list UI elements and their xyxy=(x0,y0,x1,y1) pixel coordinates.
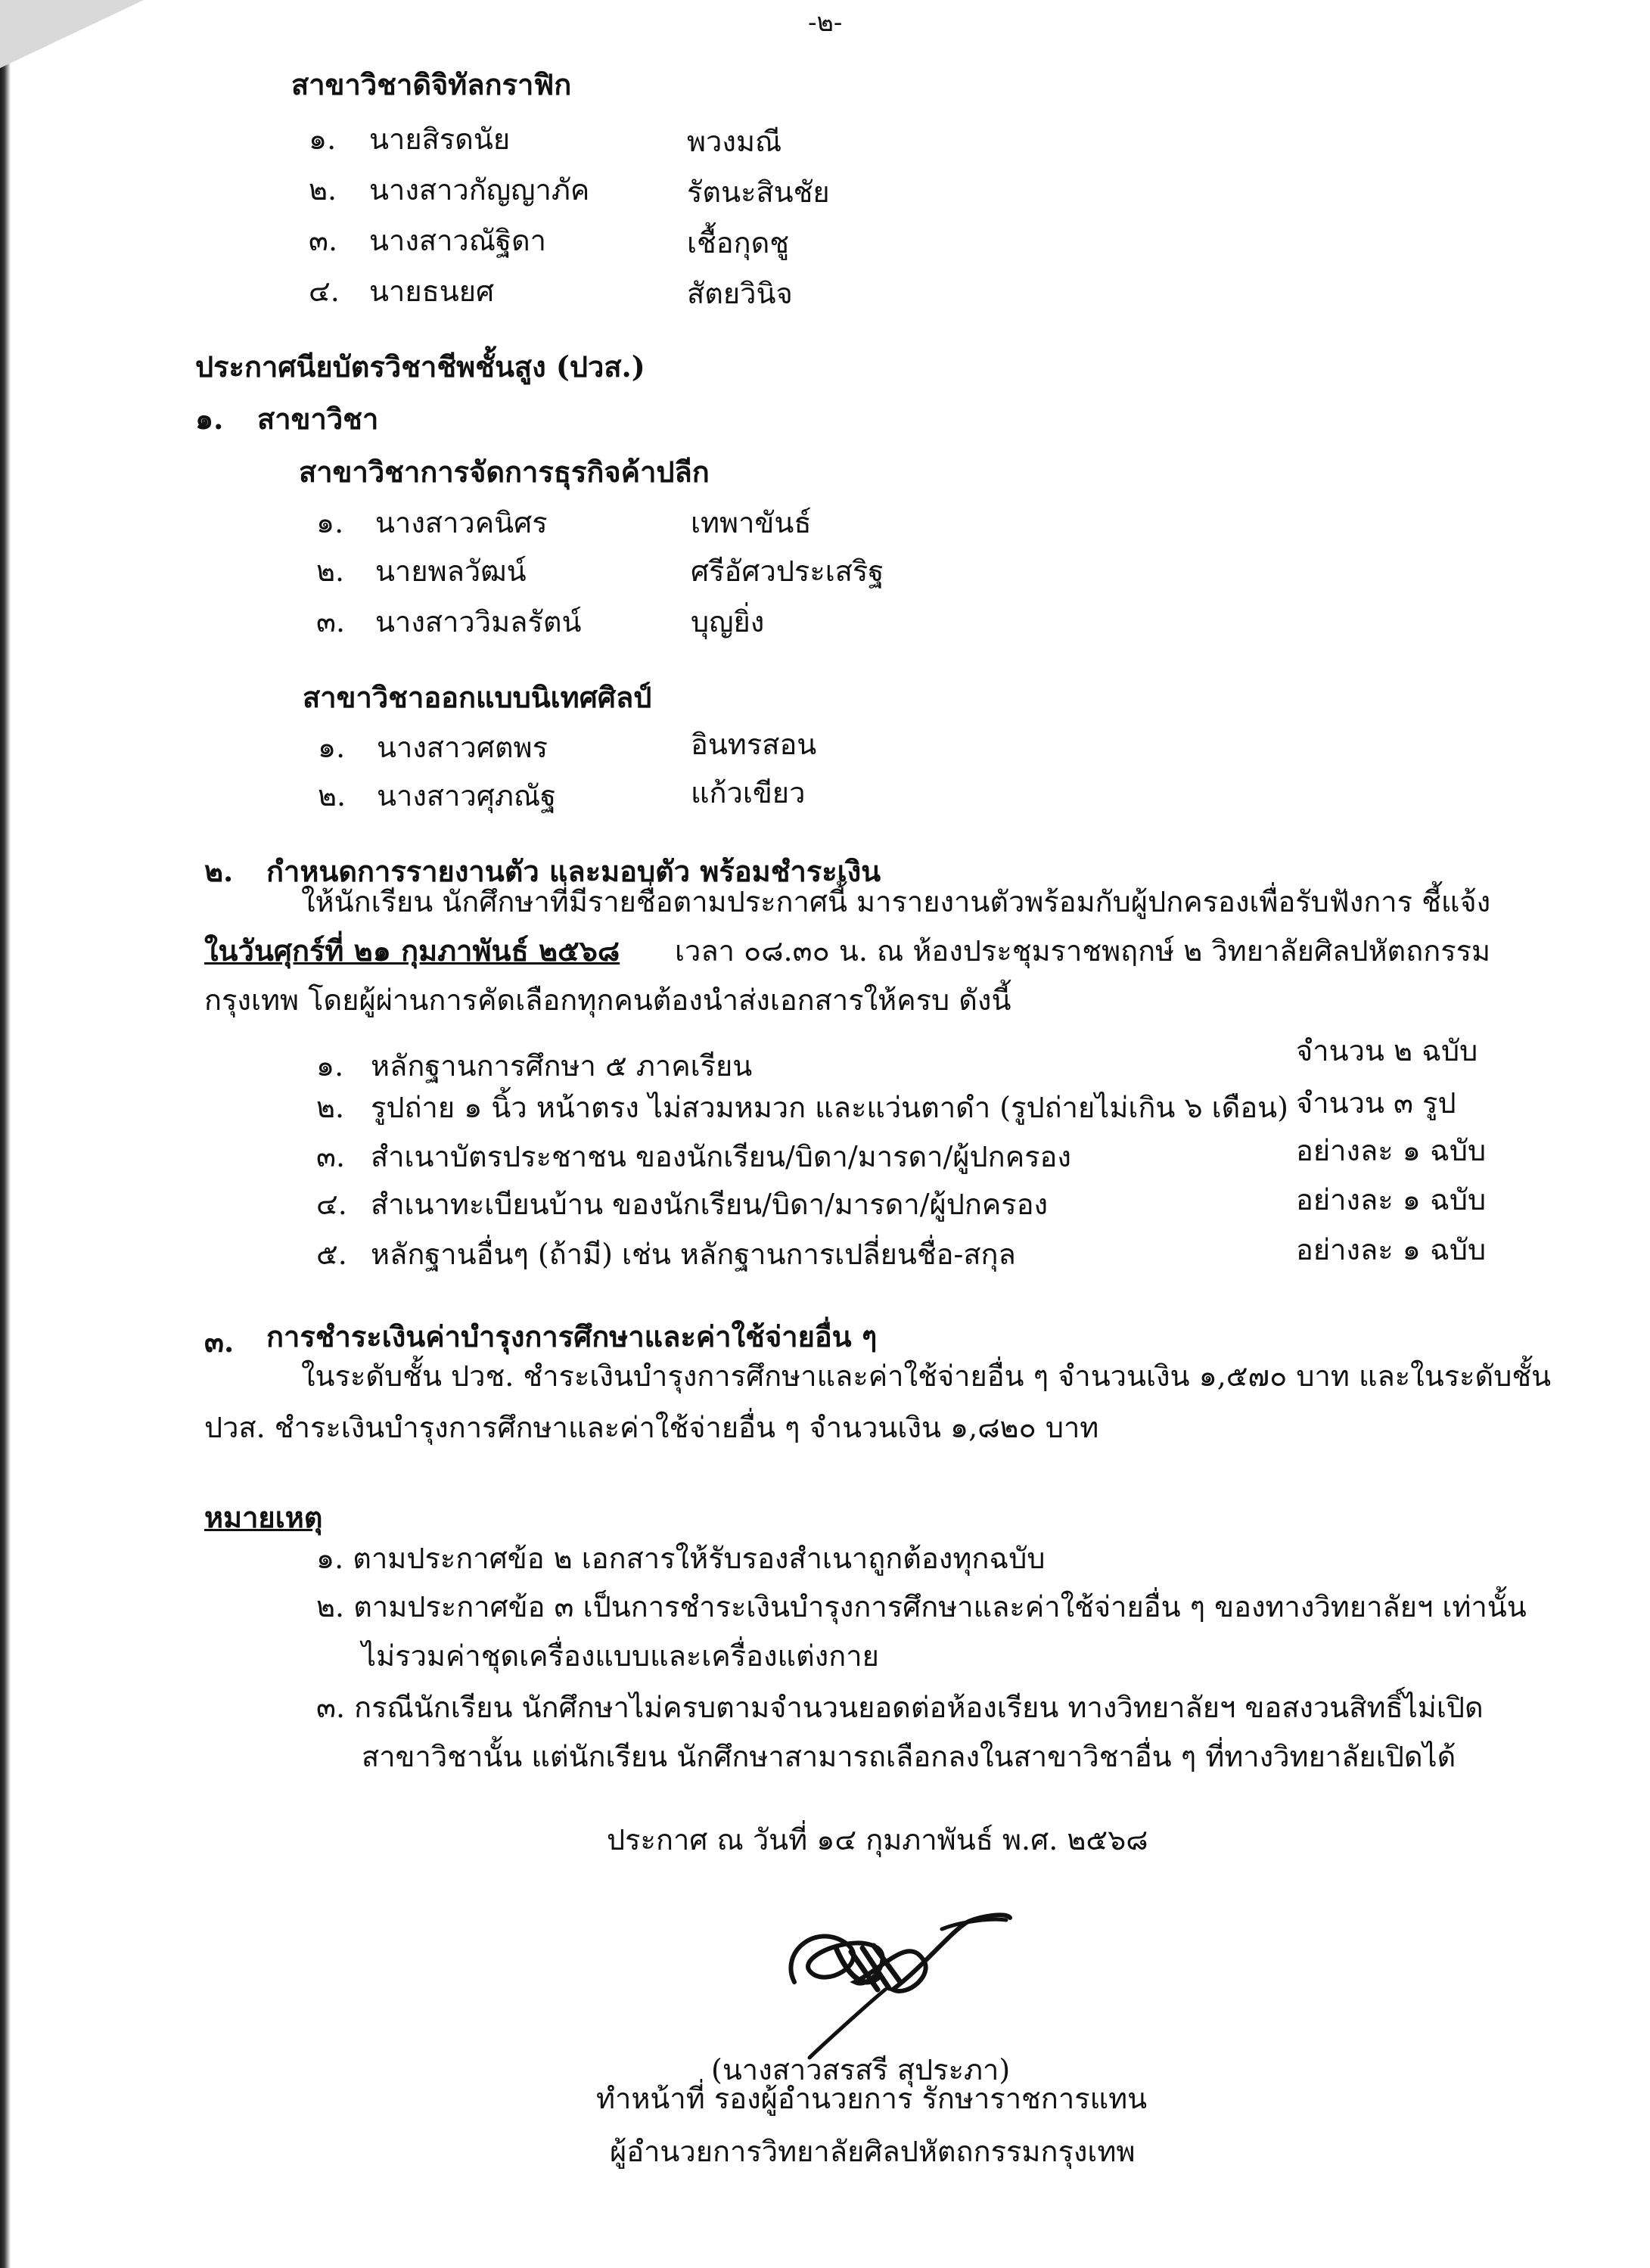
student-name: นางสาวศุภณัฐ xyxy=(377,779,557,812)
document-item: หลักฐานอื่นๆ (ถ้ามี) เช่น หลักฐานการเปลี่ยนชื่อ-สกุล xyxy=(371,1238,1016,1271)
announce-date: ประกาศ ณ วันที่ ๑๔ กุมภาพันธ์ พ.ศ. ๒๕๖๘ xyxy=(607,1823,1148,1856)
note-2-line1: ๒. ตามประกาศข้อ ๓ เป็นการชำระเงินบำรุงการศึกษาและค่าใช้จ่ายอื่น ๆ ของทางวิทยาลัยฯ เท่านั้น xyxy=(316,1590,1527,1623)
section2-paragraph-line2: เวลา ๐๘.๓๐ น. ณ ห้องประชุมราชพฤกษ์ ๒ วิทยาลัยศิลปหัตถกรรม xyxy=(675,934,1491,968)
student-name: นางสาววิมลรัตน์ xyxy=(375,605,582,638)
document-item: หลักฐานการศึกษา ๕ ภาคเรียน xyxy=(371,1049,753,1083)
list-item-no: ๑. xyxy=(316,1049,344,1083)
document-quantity: จำนวน ๓ รูป xyxy=(1296,1086,1456,1120)
list-item-no: ๒. xyxy=(316,555,345,588)
section3-line1: ในระดับชั้น ปวช. ชำระเงินบำรุงการศึกษาและค่าใช้จ่ายอื่น ๆ จำนวนเงิน ๑,๕๗๐ บาท และในระดับชั้น xyxy=(301,1359,1552,1393)
heading-digital-graphics: สาขาวิชาดิจิทัลกราฟิก xyxy=(291,67,572,101)
student-name: นายสิรดนัย xyxy=(369,123,511,156)
section2-number: ๒. xyxy=(204,854,234,888)
signer-role-line2: ผู้อำนวยการวิทยาลัยศิลปหัตถกรรมกรุงเทพ xyxy=(610,2135,1136,2168)
section2-title: กำหนดการรายงานตัว และมอบตัว พร้อมชำระเงิน xyxy=(266,854,881,888)
student-name: นางสาวศตพร xyxy=(377,731,548,764)
student-name: นางสาวณัฐิดา xyxy=(369,224,546,257)
document-quantity: จำนวน ๒ ฉบับ xyxy=(1296,1034,1478,1067)
section3-line2: ปวส. ชำระเงินบำรุงการศึกษาและค่าใช้จ่ายอื่น ๆ จำนวนเงิน ๑,๘๒๐ บาท xyxy=(204,1411,1099,1444)
signer-role-line1: ทำหน้าที่ รองผู้อำนวยการ รักษาราชการแทน xyxy=(596,2082,1148,2115)
list-item-no: ๒. xyxy=(318,779,346,812)
document-item: สำเนาบัตรประชาชน ของนักเรียน/บิดา/มารดา/ผู้ปกครอง xyxy=(371,1140,1071,1173)
list-item-no: ๓. xyxy=(316,605,346,638)
list-item-no: ๒. xyxy=(316,1091,345,1124)
section3-number: ๓. xyxy=(204,1325,235,1359)
document-item: รูปถ่าย ๑ นิ้ว หน้าตรง ไม่สวมหมวก และแว่นตาดำ (รูปถ่ายไม่เกิน ๖ เดือน) xyxy=(371,1091,1288,1124)
list-item-no: ๓. xyxy=(309,224,338,257)
list-item-no: ๑. xyxy=(316,506,344,539)
report-date: ในวันศุกร์ที่ ๒๑ กุมภาพันธ์ ๒๕๖๘ xyxy=(204,934,620,968)
section1-title: สาขาวิชา xyxy=(257,402,379,436)
list-item-no: ๒. xyxy=(309,173,337,207)
high-cert-title: ประกาศนียบัตรวิชาชีพชั้นสูง (ปวส.) xyxy=(195,350,645,384)
list-item-no: ๔. xyxy=(309,275,340,308)
student-surname: แก้วเขียว xyxy=(691,776,806,809)
list-item-no: ๓. xyxy=(316,1140,346,1173)
document-quantity: อย่างละ ๑ ฉบับ xyxy=(1296,1183,1487,1216)
section1-number: ๑. xyxy=(195,402,224,436)
student-name: นายธนยศ xyxy=(369,275,495,308)
section2-paragraph-line1: ให้นักเรียน นักศึกษาที่มีรายชื่อตามประกาศนี้ มารายงานตัวพร้อมกับผู้ปกครองเพื่อรับฟังการ ชี้แจ้ง xyxy=(301,885,1491,918)
note-3-line2: สาขาวิชานั้น แต่นักเรียน นักศึกษาสามารถเลือกลงในสาขาวิชาอื่น ๆ ที่ทางวิทยาลัยเปิดได้ xyxy=(362,1740,1456,1773)
heading-communication-design: สาขาวิชาออกแบบนิเทศศิลป์ xyxy=(303,680,652,714)
student-name: นางสาวคนิศร xyxy=(375,506,548,539)
document-item: สำเนาทะเบียนบ้าน ของนักเรียน/บิดา/มารดา/ผู้ปกครอง xyxy=(371,1188,1049,1221)
page-number: -๒- xyxy=(808,8,843,38)
student-surname: เทพาขันธ์ xyxy=(691,506,812,539)
notes-title: หมายเหตุ xyxy=(204,1500,323,1534)
note-2-line2: ไม่รวมค่าชุดเครื่องแบบและเครื่องแต่งกาย xyxy=(362,1639,879,1673)
section3-title: การชำระเงินค่าบำรุงการศึกษาและค่าใช้จ่ายอื่น ๆ xyxy=(266,1319,878,1353)
student-surname: อินทรสอน xyxy=(691,728,817,761)
student-surname: พวงมณี xyxy=(687,125,782,158)
note-1: ๑. ตามประกาศข้อ ๒ เอกสารให้รับรองสำเนาถูกต้องทุกฉบับ xyxy=(316,1542,1046,1575)
student-name: นายพลวัฒน์ xyxy=(375,555,527,588)
document-quantity: อย่างละ ๑ ฉบับ xyxy=(1296,1134,1487,1167)
student-surname: บุญยิ่ง xyxy=(691,605,765,638)
handwritten-signature xyxy=(764,1876,1014,2065)
student-surname: เชื้อกุดชู xyxy=(687,226,790,259)
list-item-no: ๑. xyxy=(318,731,346,764)
heading-retail: สาขาวิชาการจัดการธุรกิจค้าปลีก xyxy=(299,455,710,489)
folded-corner xyxy=(0,0,144,68)
student-name: นางสาวกัญญาภัค xyxy=(369,173,590,207)
student-surname: ศรีอัศวประเสริฐ xyxy=(691,555,884,588)
document-quantity: อย่างละ ๑ ฉบับ xyxy=(1296,1233,1487,1266)
list-item-no: ๕. xyxy=(316,1238,347,1271)
note-3-line1: ๓. กรณีนักเรียน นักศึกษาไม่ครบตามจำนวนยอดต่อห้องเรียน ทางวิทยาลัยฯ ขอสงวนสิทธิ์ไม่เปิด xyxy=(316,1691,1484,1724)
student-surname: สัตยวินิจ xyxy=(687,277,793,310)
list-item-no: ๑. xyxy=(309,123,337,156)
scan-edge-shadow xyxy=(0,0,11,2268)
section2-paragraph-line3: กรุงเทพ โดยผู้ผ่านการคัดเลือกทุกคนต้องนำส่งเอกสารให้ครบ ดังนี้ xyxy=(204,983,1011,1017)
list-item-no: ๔. xyxy=(316,1188,347,1221)
student-surname: รัตนะสินชัย xyxy=(687,176,830,209)
signer-name: (นางสาวสรสรี สุประภา) xyxy=(711,2053,1011,2086)
